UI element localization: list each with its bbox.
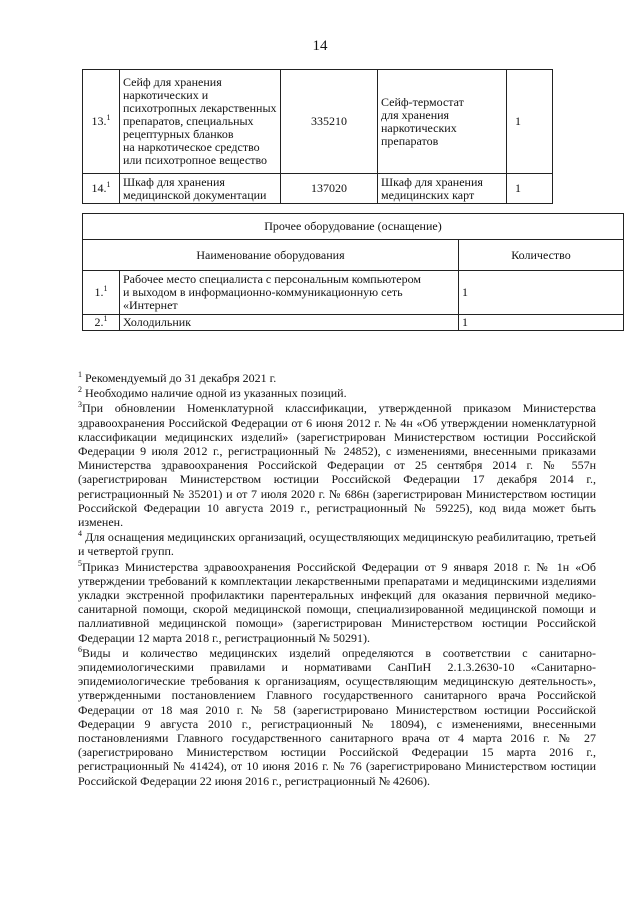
footnote: $^6$Виды и количество медицинских изделий определяются в соответствии с санитарно-эпидемиологическими правилами и нормативами СанПиН 2.1.3.2630-10 «Санитарно-эпидемиологические требования к организациям, осуществляющим медицинскую деятельность», утвержденными постановлением Главного государственного санитарного врача Российской Федерации от 18 мая 2010 г. № 58 (зарегистрировано Министерством юстиции Российской Федерации 9 августа 2010 г., регистрационный № 18094), с изменениями, внесенными постановлениями Главного государственного санитарного врача от 4 марта 2016 г. № 27 (зарегистрировано Министерством юстиции Российской Федерации 15 марта 2016 г., регистрационный № 41424), от 10 июня 2016 г. № 76 (зарегистрировано Министерством юстиции Российской Федерации 22 июня 2016 г., регистрационный № 42606). <box>78 644 596 788</box>
equipment-name: Рабочее место специалиста с персональным компьютером и выходом в информационно-коммуникационную сеть «Интернет <box>120 271 459 315</box>
equipment-name: Холодильник <box>120 315 459 331</box>
column-header-name: Наименование оборудования <box>83 240 459 271</box>
column-header-quantity: Количество <box>459 240 624 271</box>
table-header-row <box>83 240 624 271</box>
row-number: 1.$^1$ <box>83 271 120 315</box>
quantity: 1 <box>459 271 624 315</box>
other-equipment-table <box>82 213 624 331</box>
type-code: 137020 <box>281 174 378 204</box>
row-number: 2.$^1$ <box>83 315 120 331</box>
footnote: $^5$Приказ Министерства здравоохранения Российской Федерации от 9 января 2018 г. № 1н «Об утверждении требований к комплектации лекарственными препаратами и медицинскими изделиями укладки экстренной профилактики парентеральных инфекций для оказания первичной медико-санитарной помощи, скорой медицинской помощи, специализированной медицинской помощи и паллиативной медицинской помощи» (зарегистрирован Министерством юстиции Российской Федерации 12 марта 2018 г., регистрационный № 50291). <box>78 558 596 645</box>
footnote: $^2$ Необходимо наличие одной из указанных позиций. <box>78 385 347 401</box>
quantity: 1 <box>507 70 553 174</box>
table-row <box>83 70 553 174</box>
table-row <box>83 271 624 315</box>
footnote: $^4$ Для оснащения медицинских организаций, осуществляющих медицинскую реабилитацию, третьей и четвертой групп. <box>78 529 596 559</box>
table-title: Прочее оборудование (оснащение) <box>83 214 624 240</box>
footnotes <box>78 371 596 789</box>
equipment-name: Сейф для хранения наркотических и психотропных лекарственных препаратов, специальных рецептурных бланков на наркотическое средство или психотропное вещество <box>120 70 281 174</box>
footnote: $^3$При обновлении Номенклатурной классификации, утвержденной приказом Министерства здравоохранения Российской Федерации от 6 июня 2012 г. № 4н «Об утверждении номенклатурной классификации медицинских изделий» (зарегистрирован Министерством юстиции Российской Федерации 9 июля 2012 г., регистрационный № 24852), с изменениями, внесенными приказами Министерства здравоохранения Российской Федерации от 25 сентября 2014 г. № 557н (зарегистрирован Министерством юстиции Российской Федерации 17 декабря 2014 г., регистрационный № 35201) и от 7 июля 2020 г. № 686н (зарегистрирован Министерством юстиции Российской Федерации 10 августа 2019 г., регистрационный № 59225), код вида может быть изменен. <box>78 400 596 530</box>
row-number: 14.$^1$ <box>83 174 120 204</box>
table-row <box>83 174 553 204</box>
quantity: 1 <box>459 315 624 331</box>
equipment-alt-name: Шкаф для хранения медицинских карт <box>378 174 507 204</box>
table-row <box>83 315 624 331</box>
page-number: 14 <box>312 38 328 54</box>
footnote: $^1$ Рекомендуемый до 31 декабря 2021 г. <box>78 370 277 385</box>
type-code: 335210 <box>281 70 378 174</box>
table-title-row <box>83 214 624 240</box>
quantity: 1 <box>507 174 553 204</box>
equipment-table <box>82 69 553 204</box>
row-number: 13.$^1$ <box>83 70 120 174</box>
equipment-name: Шкаф для хранения медицинской документации <box>120 174 281 204</box>
equipment-alt-name: Сейф-термостат для хранения наркотических препаратов <box>378 70 507 174</box>
